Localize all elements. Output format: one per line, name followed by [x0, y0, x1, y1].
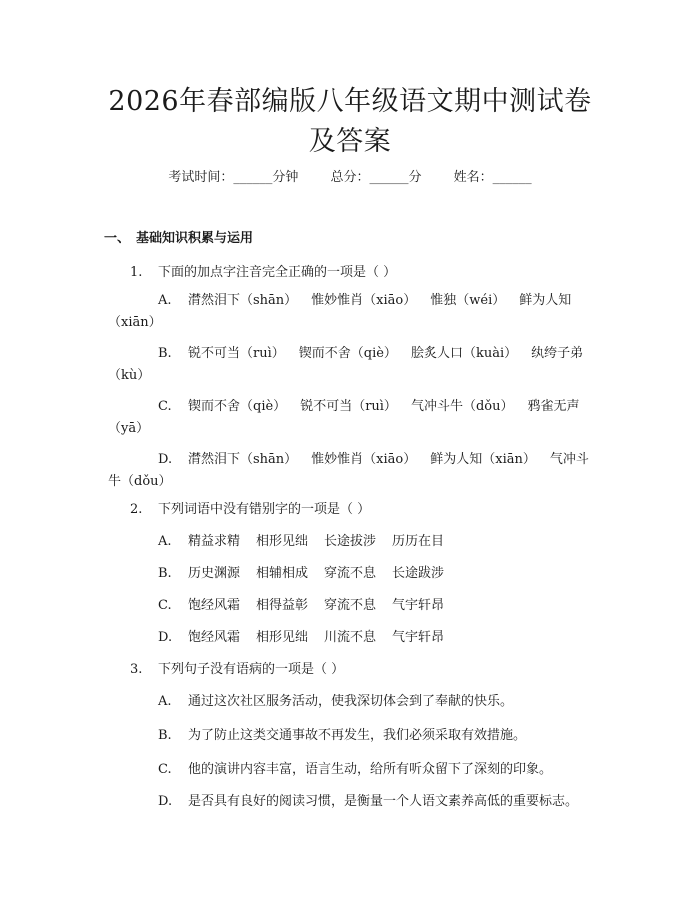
section-title: 基础知识积累与运用 [136, 231, 254, 246]
question-text: 下面的加点字注音完全正确的一项是（ ） [158, 265, 397, 280]
option-item: 惟妙惟肖（xiāo） [311, 293, 417, 308]
question-text: 下列句子没有语病的一项是（ ） [158, 662, 345, 677]
question-number: 1. [130, 265, 143, 280]
info-total-score [330, 168, 421, 188]
option-item: 惟妙惟肖（xiāo） [311, 452, 417, 467]
question-1-stem [130, 263, 396, 283]
option-item: 精益求精 [188, 534, 241, 549]
option-item: 潸然泪下（shān） [188, 293, 298, 308]
option-label: D. [158, 794, 173, 809]
option-item: 相辅相成 [256, 566, 309, 581]
option-text: 为了防止这类交通事故不再发生，我们必须采取有效措施。 [188, 728, 527, 743]
q3-option-c [158, 760, 552, 780]
q2-option-a [158, 532, 444, 552]
option-item: 纨绔子弟 [531, 346, 584, 361]
option-item: 相形见绌 [256, 630, 309, 645]
question-number: 3. [130, 662, 143, 677]
option-item: 饱经风霜 [188, 630, 241, 645]
option-item-continued: （xiān） [108, 315, 162, 330]
option-label: A. [158, 694, 172, 709]
option-item: 潸然泪下（shān） [188, 452, 298, 467]
option-label: B. [158, 728, 172, 743]
info-name [454, 168, 532, 188]
info-suffix: 分 [408, 170, 422, 185]
option-item: 历史渊源 [188, 566, 241, 581]
section-heading [104, 229, 253, 249]
info-label: 姓名： [453, 170, 493, 185]
option-item-continued: （yā） [108, 421, 150, 436]
option-item: 锲而不舍（qiè） [298, 346, 397, 361]
option-item: 气冲斗牛（dǒu） [410, 399, 514, 414]
q1-option-a [108, 290, 602, 334]
option-item: 脍炙人口（kuài） [410, 346, 518, 361]
q2-option-b [158, 564, 444, 584]
option-item: 穿流不息 [324, 566, 377, 581]
blank-line: ______ [492, 170, 532, 185]
option-item: 川流不息 [324, 630, 377, 645]
option-item: 鲜为人知（xiān） [430, 452, 536, 467]
option-item: 气冲斗 [549, 452, 589, 467]
option-item: 长途跋涉 [392, 566, 445, 581]
question-3-stem [130, 660, 344, 680]
option-item: 相得益彰 [256, 598, 309, 613]
option-label: D. [158, 452, 173, 467]
option-item: 长途拔涉 [324, 534, 377, 549]
page-title: 2026年春部编版八年级语文期中测试卷及答案 [108, 86, 592, 157]
info-exam-time [168, 168, 298, 188]
option-label: B. [158, 346, 172, 361]
question-2-stem [130, 500, 370, 520]
question-text: 下列词语中没有错别字的一项是（ ） [158, 502, 371, 517]
info-suffix: 分钟 [272, 170, 299, 185]
option-label: A. [158, 534, 172, 549]
option-item: 鲜为人知 [519, 293, 572, 308]
section-number: 一、 [104, 231, 131, 246]
option-item: 锐不可当（ruì） [300, 399, 397, 414]
blank-line: ______ [233, 170, 273, 185]
option-item: 锐不可当（ruì） [188, 346, 285, 361]
info-label: 总分： [330, 170, 370, 185]
option-label: C. [158, 399, 172, 414]
option-item-continued: （kù） [108, 368, 151, 383]
question-number: 2. [130, 502, 143, 517]
option-item: 气宇轩昂 [392, 630, 445, 645]
option-item: 鸦雀无声 [527, 399, 580, 414]
option-item: 穿流不息 [324, 598, 377, 613]
q1-option-b [108, 343, 602, 387]
option-item-continued: 牛（dǒu） [108, 474, 172, 489]
option-item: 相形见绌 [256, 534, 309, 549]
option-text: 是否具有良好的阅读习惯，是衡量一个人语文素养高低的重要标志。 [188, 794, 579, 809]
q2-option-d [158, 628, 444, 648]
option-label: C. [158, 598, 172, 613]
option-item: 饱经风霜 [188, 598, 241, 613]
info-label: 考试时间： [168, 170, 234, 185]
option-item: 历历在目 [392, 534, 445, 549]
option-label: A. [158, 293, 172, 308]
q1-option-d [108, 449, 602, 493]
option-label: B. [158, 566, 172, 581]
q1-option-c [108, 396, 602, 440]
option-label: D. [158, 630, 173, 645]
option-item: 锲而不舍（qiè） [188, 399, 287, 414]
q3-option-a [158, 692, 513, 712]
q2-option-c [158, 596, 444, 616]
option-label: C. [158, 762, 172, 777]
q3-option-d [158, 792, 578, 812]
option-text: 通过这次社区服务活动，使我深切体会到了奉献的快乐。 [188, 694, 514, 709]
option-item: 气宇轩昂 [392, 598, 445, 613]
option-item: 惟独（wéi） [430, 293, 506, 308]
exam-info-line [0, 168, 700, 188]
option-text: 他的演讲内容丰富，语言生动，给所有听众留下了深刻的印象。 [188, 762, 553, 777]
blank-line: ______ [369, 170, 409, 185]
q3-option-b [158, 726, 526, 746]
